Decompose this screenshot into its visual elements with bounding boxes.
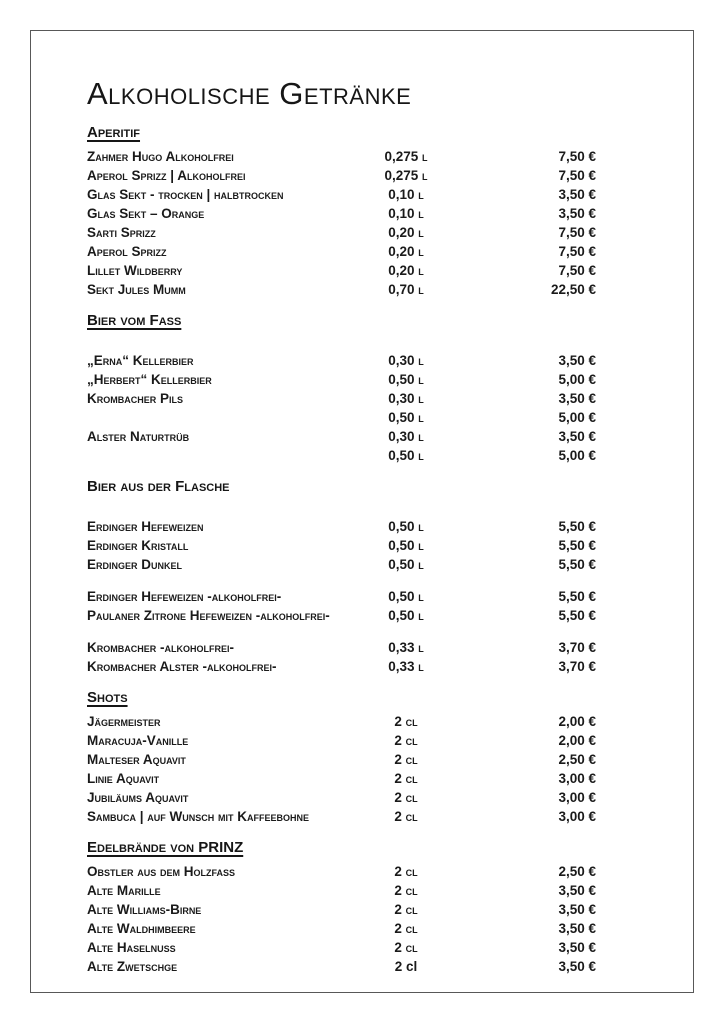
menu-item-row [87,750,598,769]
item-price: 2,50 € [558,864,596,879]
menu-group [87,712,598,826]
item-name: Erdinger Hefeweizen -alkoholfrei- [87,589,282,604]
item-name: Maracuja-Vanille [87,733,189,748]
item-qty: 0,20 l [388,263,424,278]
item-qty: 2 cl [394,714,418,729]
item-name: Krombacher -alkoholfrei- [87,640,234,655]
menu-group [87,147,598,299]
item-name: Jägermeister [87,714,161,729]
section-heading: Aperitif [87,124,141,141]
menu-item-row [87,185,598,204]
menu-item-row [87,919,598,938]
item-price: 3,50 € [558,206,596,221]
item-qty: 2 cl [394,959,418,974]
item-qty: 0,50 l [388,589,424,604]
item-name: Sarti Sprizz [87,225,156,240]
item-price: 5,50 € [558,538,596,553]
item-name: Sambuca | auf Wunsch mit Kaffeebohne [87,809,310,824]
item-price: 5,00 € [558,410,596,425]
item-name: Krombacher Alster -alkoholfrei- [87,659,277,674]
section-heading: Bier aus der Flasche [87,478,230,495]
item-qty: 0,50 l [388,410,424,425]
item-qty: 2 cl [394,902,418,917]
item-qty: 0,10 l [388,187,424,202]
menu-item-row [87,204,598,223]
item-qty: 0,20 l [388,244,424,259]
item-name: Alster Naturtrüb [87,429,190,444]
item-price: 2,00 € [558,714,596,729]
item-name: Alte Marille [87,883,161,898]
item-name: Linie Aquavit [87,771,160,786]
item-qty: 2 cl [394,883,418,898]
menu-item-row [87,242,598,261]
menu-group [87,638,598,676]
menu-item-row [87,938,598,957]
item-price: 3,50 € [558,391,596,406]
item-qty: 0,275 l [384,149,428,164]
item-qty: 2 cl [394,940,418,955]
page-title: Alkoholische Getränke [87,76,412,111]
item-name: „Herbert“ Kellerbier [87,372,212,387]
item-price: 5,50 € [558,589,596,604]
item-price: 3,50 € [558,921,596,936]
item-qty: 2 cl [394,752,418,767]
item-price: 3,50 € [558,902,596,917]
menu-section [87,688,598,826]
item-qty: 0,50 l [388,372,424,387]
menu-group [87,862,598,976]
item-qty: 0,50 l [388,448,424,463]
menu-item-row [87,769,598,788]
item-qty: 0,30 l [388,391,424,406]
item-price: 7,50 € [558,263,596,278]
item-price: 2,50 € [558,752,596,767]
menu-item-row [87,351,598,370]
menu-group [87,517,598,574]
item-name: Lillet Wildberry [87,263,183,278]
item-price: 3,00 € [558,809,596,824]
item-name: Alte Williams-Birne [87,902,202,917]
item-name: Malteser Aquavit [87,752,186,767]
item-price: 2,00 € [558,733,596,748]
menu-item-row [87,517,598,536]
item-name: Erdinger Hefeweizen [87,519,204,534]
item-price: 7,50 € [558,168,596,183]
item-name: Aperol Sprizz [87,244,167,259]
item-price: 3,50 € [558,940,596,955]
item-price: 3,70 € [558,659,596,674]
item-qty: 0,30 l [388,353,424,368]
menu-item-row [87,223,598,242]
item-qty: 0,33 l [388,659,424,674]
item-qty: 0,30 l [388,429,424,444]
item-name: Glas Sekt – Orange [87,206,205,221]
menu-item-row [87,606,598,625]
item-name: Paulaner Zitrone Hefeweizen -alkoholfrei- [87,608,330,623]
menu-item-row [87,657,598,676]
item-price: 7,50 € [558,149,596,164]
menu-group [87,351,598,465]
menu-item-row [87,957,598,976]
menu-item-row [87,427,598,446]
menu-group [87,587,598,625]
item-name: Erdinger Dunkel [87,557,183,572]
menu-item-row [87,788,598,807]
item-price: 7,50 € [558,244,596,259]
item-price: 5,50 € [558,519,596,534]
item-qty: 0,33 l [388,640,424,655]
item-qty: 2 cl [394,921,418,936]
menu-section [87,477,598,676]
item-price: 5,50 € [558,608,596,623]
item-name: Obstler aus dem Holzfass [87,864,236,879]
section-heading: Shots [87,689,128,706]
item-price: 3,50 € [558,353,596,368]
menu-item-row [87,881,598,900]
item-price: 5,00 € [558,372,596,387]
item-qty: 0,50 l [388,519,424,534]
item-qty: 0,20 l [388,225,424,240]
menu-item-row [87,261,598,280]
item-name: Alte Zwetschge [87,959,178,974]
menu-item-row [87,446,598,465]
item-price: 3,50 € [558,187,596,202]
item-price: 5,50 € [558,557,596,572]
item-name: Erdinger Kristall [87,538,189,553]
item-name: Glas Sekt - trocken | halbtrocken [87,187,284,202]
menu-item-row [87,147,598,166]
item-price: 7,50 € [558,225,596,240]
menu-item-row [87,370,598,389]
item-qty: 0,10 l [388,206,424,221]
menu-section [87,838,598,976]
menu-section [87,123,598,299]
item-qty: 2 cl [394,864,418,879]
item-price: 3,50 € [558,883,596,898]
menu-item-row [87,712,598,731]
item-qty: 2 cl [394,733,418,748]
item-qty: 0,70 l [388,282,424,297]
menu-sections [87,123,598,976]
menu-item-row [87,900,598,919]
menu-item-row [87,807,598,826]
page-border-frame [30,30,694,993]
item-price: 3,50 € [558,959,596,974]
item-name: Aperol Sprizz | Alkoholfrei [87,168,246,183]
section-heading: Edelbrände von PRINZ [87,839,244,856]
item-price: 3,50 € [558,429,596,444]
menu-item-row [87,280,598,299]
item-name: „Erna“ Kellerbier [87,353,194,368]
menu-item-row [87,389,598,408]
item-name: Alte Waldhimbeere [87,921,196,936]
menu-item-row [87,587,598,606]
item-name: Jubiläums Aquavit [87,790,189,805]
item-name: Zahmer Hugo Alkoholfrei [87,149,234,164]
menu-item-row [87,638,598,657]
menu-item-row [87,408,598,427]
menu-item-row [87,536,598,555]
menu-item-row [87,555,598,574]
item-price: 5,00 € [558,448,596,463]
item-price: 3,00 € [558,771,596,786]
item-name: Sekt Jules Mumm [87,282,186,297]
item-qty: 0,50 l [388,538,424,553]
item-qty: 0,50 l [388,557,424,572]
item-name: Alte Haselnuss [87,940,176,955]
item-qty: 2 cl [394,771,418,786]
menu-item-row [87,731,598,750]
item-price: 3,70 € [558,640,596,655]
item-price: 3,00 € [558,790,596,805]
menu-item-row [87,166,598,185]
item-qty: 2 cl [394,809,418,824]
item-price: 22,50 € [550,282,596,297]
section-heading: Bier vom Fass [87,312,182,329]
item-qty: 0,50 l [388,608,424,623]
item-qty: 2 cl [394,790,418,805]
item-qty: 0,275 l [384,168,428,183]
item-name: Krombacher Pils [87,391,184,406]
menu-item-row [87,862,598,881]
menu-section [87,311,598,465]
